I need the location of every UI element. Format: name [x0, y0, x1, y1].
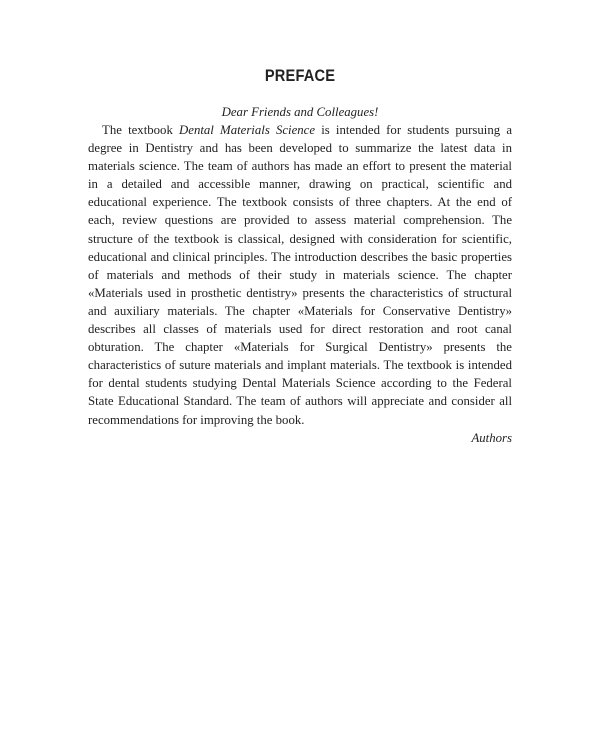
signature: Authors: [471, 430, 512, 445]
document-page: [88, 66, 512, 447]
salutation: Dear Friends and Colleagues!: [221, 105, 379, 119]
page-title: PREFACE: [264, 66, 336, 85]
preface-paragraph: [88, 121, 512, 429]
paragraph-text-rest: is intended for students pursuing a degree in Dentistry and has been developed to summarize the latest data in materials science. The team of authors has made an effort to present the material in a detailed and accessible manner, drawing on practical, scientific and educational experience. The textbook consists of three chapters. At the end of each, review questions are provided to assess material comprehension. The structure of the textbook is classical, designed with consideration for scientific, educational and clinical principles. The introduction describes the basic properties of materials and methods of their study in materials science. The chapter «Materials used in prosthetic dentistry» presents the characteristics of structural and auxiliary materials. The chapter «Materials for Conservative Dentistry» describes all classes of materials used for direct restoration and root canal obturation. The chapter «Materials for Surgical Dentistry» presents the characteristics of suture materials and implant materials. The textbook is intended for dental students studying Dental Materials Science according to the Federal State Educational Standard. The team of authors will appreciate and consider all recommendations for improving the book.: [88, 123, 513, 427]
paragraph-text-start: The textbook: [102, 123, 180, 137]
book-title: Dental Materials Science: [179, 123, 316, 137]
